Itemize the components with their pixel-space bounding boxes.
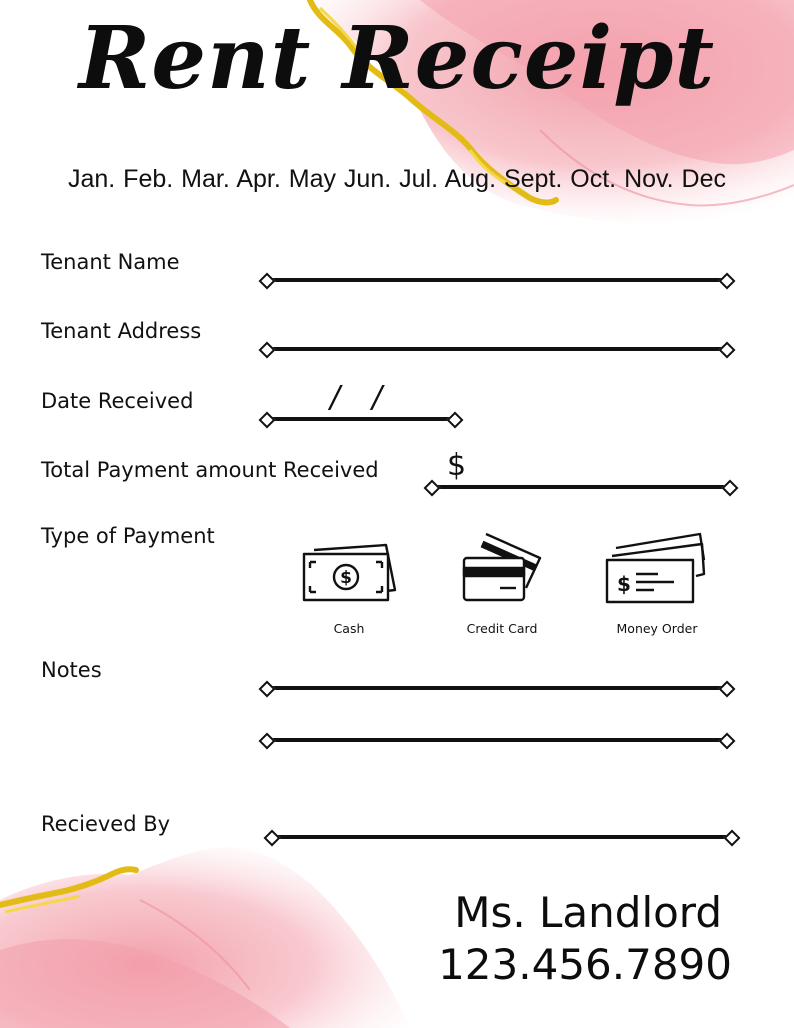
date-received-line[interactable] bbox=[266, 417, 456, 421]
notes-line-1[interactable] bbox=[266, 686, 728, 690]
cash-icon[interactable] bbox=[300, 540, 400, 606]
type-of-payment-label: Type of Payment bbox=[41, 524, 215, 548]
svg-text:$: $ bbox=[340, 568, 352, 588]
received-by-label: Recieved By bbox=[41, 812, 171, 836]
landlord-name: Ms. Landlord bbox=[454, 888, 722, 937]
total-payment-line[interactable] bbox=[431, 485, 731, 489]
tenant-address-line[interactable] bbox=[266, 347, 728, 351]
svg-text:$: $ bbox=[617, 572, 631, 596]
payment-option-money-order: Money Order bbox=[616, 621, 698, 636]
tenant-address-label: Tenant Address bbox=[41, 319, 202, 343]
credit-card-icon[interactable] bbox=[460, 530, 544, 606]
tenant-name-line[interactable] bbox=[266, 278, 728, 282]
notes-label: Notes bbox=[41, 658, 102, 682]
receipt-title: Rent Receipt bbox=[78, 8, 716, 109]
tenant-name-label: Tenant Name bbox=[41, 250, 180, 274]
month-list: Jan. Feb. Mar. Apr. May Jun. Jul. Aug. Sept. Oct. Nov. Dec bbox=[67, 165, 727, 193]
date-received-label: Date Received bbox=[41, 389, 194, 413]
landlord-phone: 123.456.7890 bbox=[438, 940, 732, 989]
payment-option-cash: Cash bbox=[333, 621, 365, 636]
date-separator: / bbox=[372, 380, 383, 415]
dollar-sign: $ bbox=[447, 448, 467, 483]
money-order-icon[interactable] bbox=[604, 530, 710, 606]
date-separator: / bbox=[330, 380, 341, 415]
received-by-line[interactable] bbox=[271, 835, 733, 839]
payment-option-credit-card: Credit Card bbox=[466, 621, 538, 636]
total-payment-label: Total Payment amount Received bbox=[41, 458, 379, 482]
notes-line-2[interactable] bbox=[266, 738, 728, 742]
